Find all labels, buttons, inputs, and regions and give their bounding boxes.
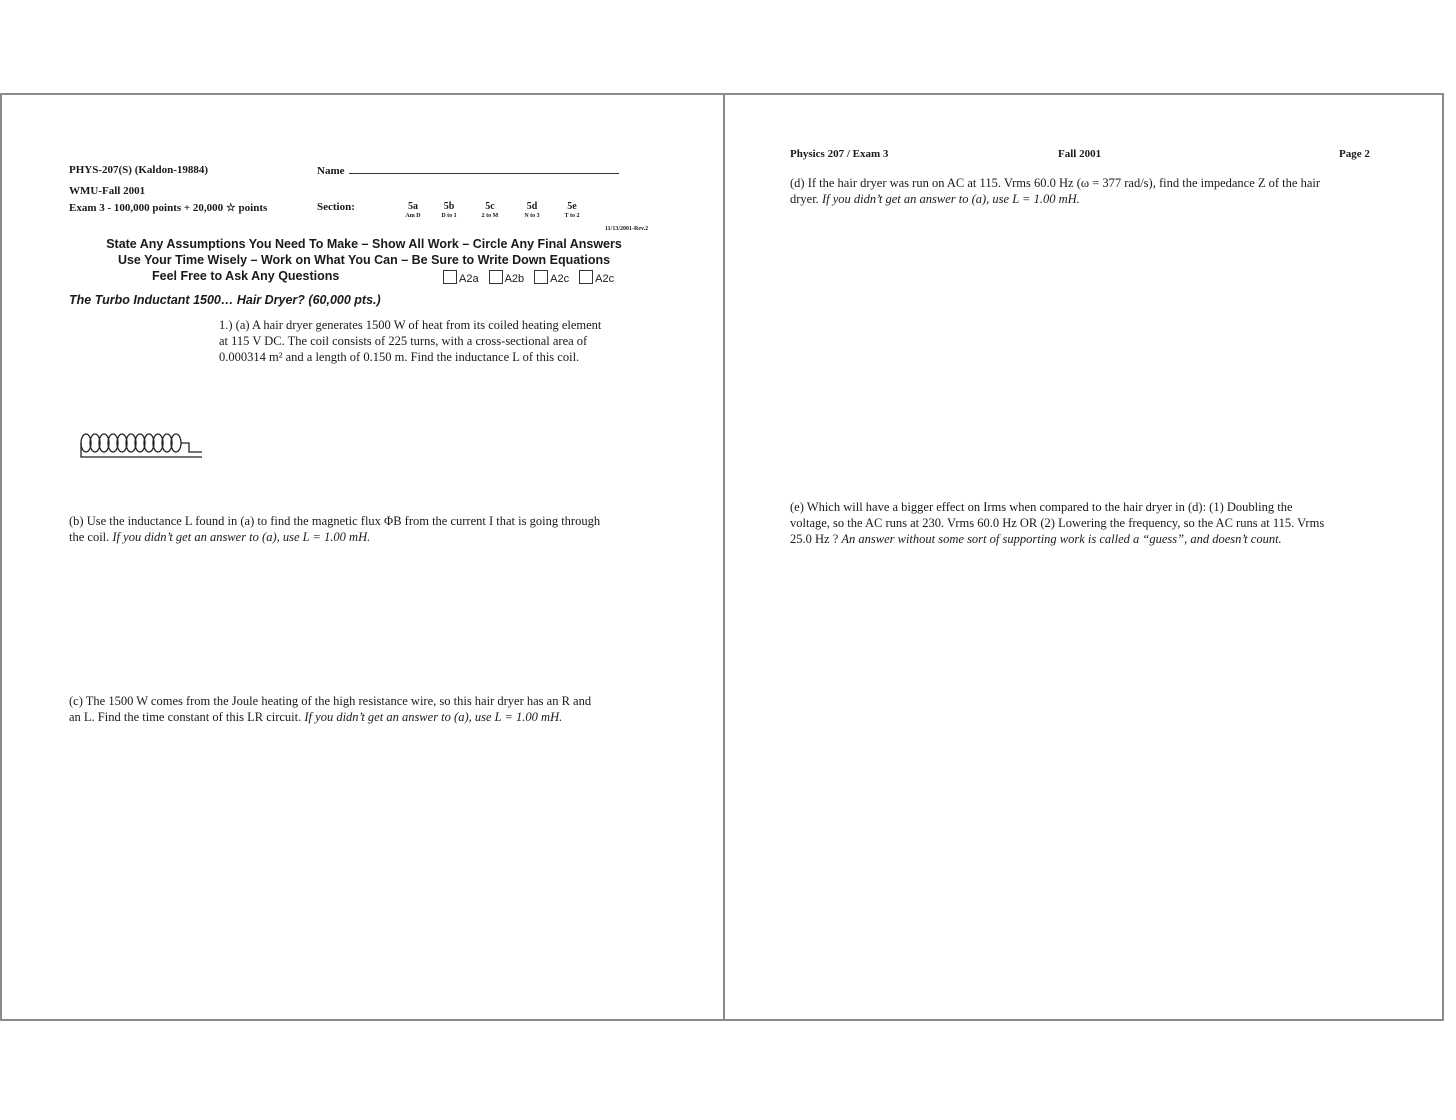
running-header-left: Physics 207 / Exam 3 (790, 148, 889, 160)
instructions-line-3: Feel Free to Ask Any Questions (152, 269, 340, 283)
question-1a: 1.) (a) A hair dryer generates 1500 W of heat from its coiled heating element at 115 V DC. The coil consists of 225 turns, with a cross-sectional area of 0.000314 m² and a length of 0.150 m. Find the inductance L of this coil. (219, 318, 602, 364)
name-field (317, 164, 619, 177)
question-1b: (b) Use the inductance L found in (a) to find the magnetic flux ΦB from the current I that is going through the coil. If you didn’t get an answer to (a), use L = 1.00 mH. (69, 514, 601, 544)
section-5b: 5b D to 1 (441, 201, 457, 219)
date-revision: 11/13/2001-Rev.2 (605, 226, 649, 232)
page-divider (723, 95, 725, 1019)
checkbox-item[interactable]: A2b (489, 273, 525, 285)
section-5e: 5e T to 2 (564, 201, 580, 219)
question-1d: (d) If the hair dryer was run on AC at 115. Vrms 60.0 Hz (ω = 377 rad/s), find the impedance Z of the hair dryer. If you didn’t get an answer to (a), use L = 1.00 mH. (790, 176, 1321, 206)
section-label: Section: (317, 201, 355, 213)
checkbox-icon[interactable] (489, 270, 503, 284)
running-header-center: Fall 2001 (1058, 148, 1102, 160)
name-label: Name (317, 165, 345, 177)
question-1e: (e) Which will have a bigger effect on Irms when compared to the hair dryer in (d): (1) Doubling the voltage, so the AC runs at 230. Vrms 60.0 Hz OR (2) Lowering the frequency, so the AC runs at 115. Vrms 25.0 Hz ? An answer without some sort of supporting work is called a “guess”, and doesn’t count. (790, 500, 1325, 546)
checkbox-item[interactable]: A2a (443, 273, 479, 285)
problem-title: The Turbo Inductant 1500… Hair Dryer? (60,000 pts.) (69, 293, 381, 307)
document-spread (0, 93, 1444, 1021)
term: WMU-Fall 2001 (69, 185, 146, 197)
instructions-line-2: Use Your Time Wisely – Work on What You Can – Be Sure to Write Down Equations (117, 253, 611, 267)
checkbox-item[interactable]: A2c (534, 273, 569, 285)
section-5c: 5c 2 to M (481, 201, 499, 219)
running-header-page-number: Page 2 (1339, 148, 1370, 160)
section-5d: 5d N to 3 (524, 201, 540, 219)
checkbox-icon[interactable] (579, 270, 593, 284)
instructions-line-1: State Any Assumptions You Need To Make – Show All Work – Circle Any Final Answers (106, 237, 622, 251)
answer-checkboxes (443, 269, 620, 287)
checkbox-item[interactable]: A2c (579, 273, 614, 285)
section-5a: 5a Am D (405, 201, 421, 219)
checkbox-icon[interactable] (534, 270, 548, 284)
name-blank-line (349, 164, 619, 174)
question-1c: (c) The 1500 W comes from the Joule heating of the high resistance wire, so this hair dryer has an R and an L. Find the time constant of this LR circuit. If you didn’t get an answer to (a), use L = 1.00 mH. (69, 694, 592, 724)
coil-diagram-icon (77, 431, 207, 463)
exam-points: Exam 3 - 100,000 points + 20,000 ☆ points (69, 202, 268, 214)
course-id: PHYS-207(S) (Kaldon-19884) (69, 164, 209, 176)
checkbox-icon[interactable] (443, 270, 457, 284)
